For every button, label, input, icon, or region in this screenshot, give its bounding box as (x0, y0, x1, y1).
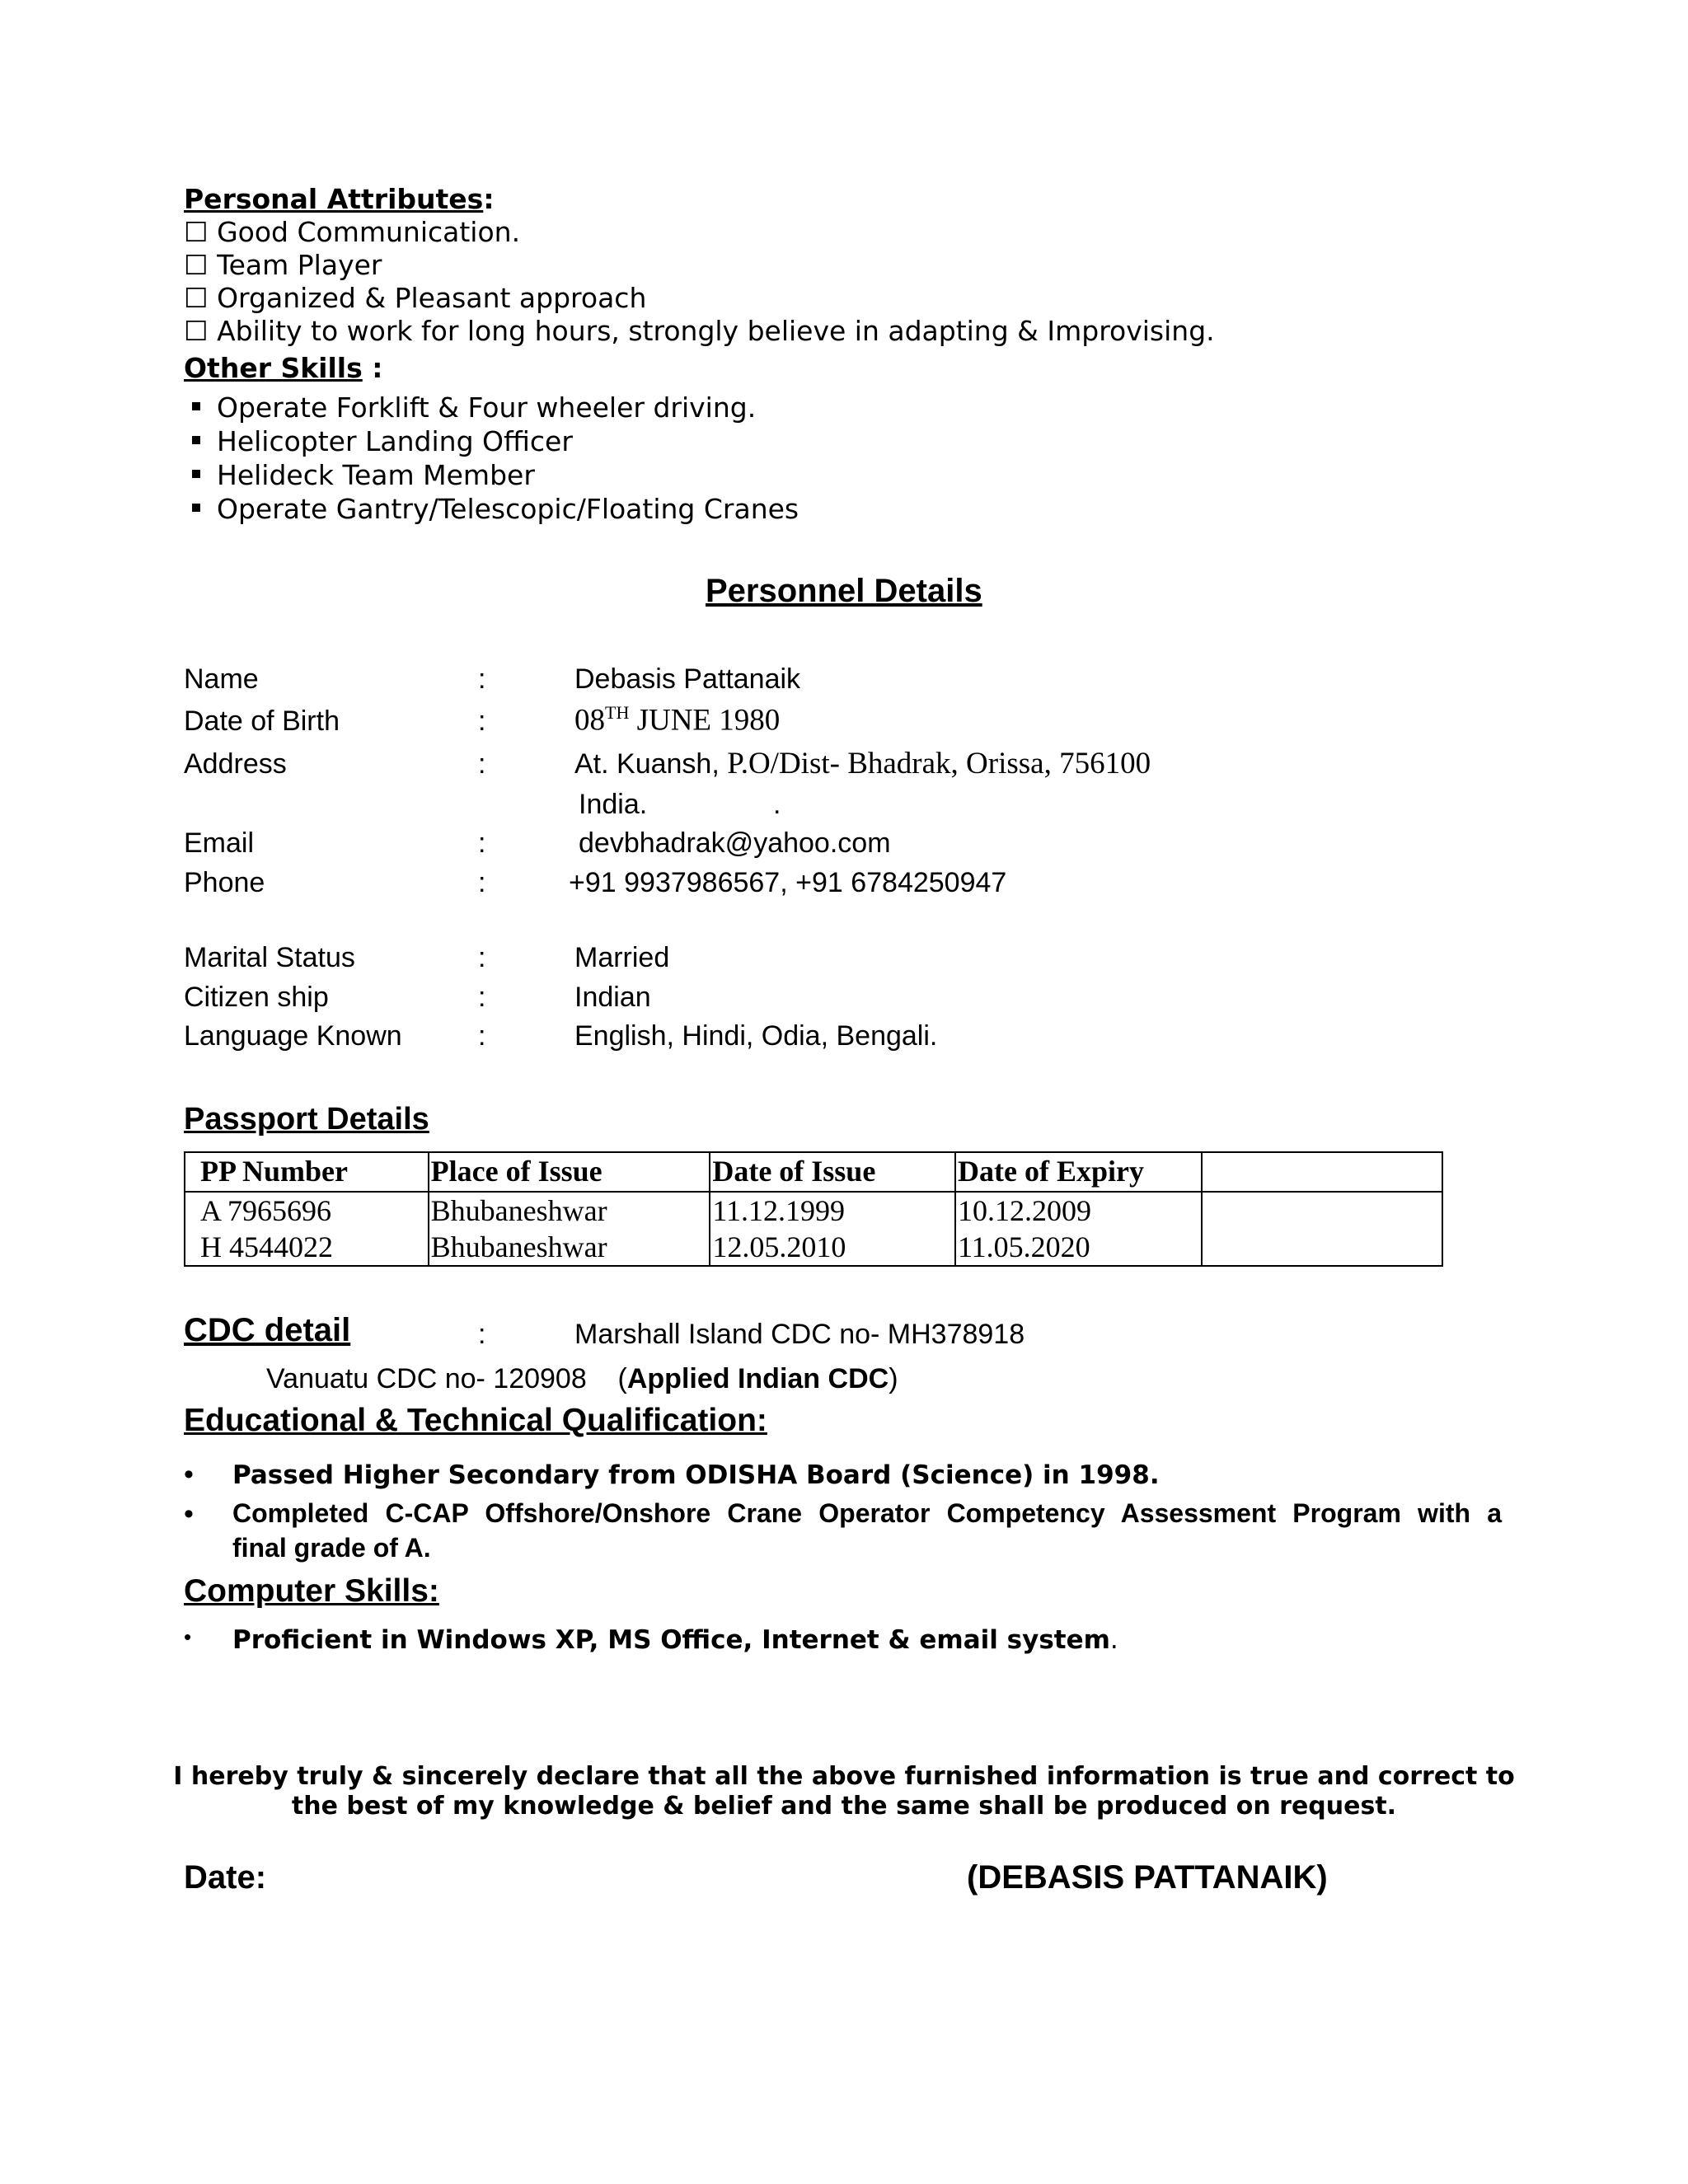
language-value: English, Hindi, Odia, Bengali. (574, 1020, 938, 1052)
table-row (185, 1192, 1442, 1229)
cdc-line-2: Vanuatu CDC no- 120908 (Applied Indian CDC) (266, 1363, 898, 1394)
email-value: devbhadrak@yahoo.com (579, 827, 891, 859)
email-label: Email (184, 827, 255, 859)
table-cell: 11.05.2020 (955, 1229, 1202, 1266)
colon: : (478, 827, 486, 859)
column-header: Date of Issue (710, 1152, 955, 1192)
address-label: Address (184, 748, 287, 780)
address-line-1: At. Kuansh, P.O/Dist- Bhadrak, Orissa, 756100 (574, 747, 1151, 780)
computer-skills-title: Computer Skills: (184, 1573, 439, 1609)
skill-item: Operate Gantry/Telescopic/Floating Cranes (192, 493, 799, 525)
passport-details-title: Passport Details (184, 1102, 429, 1137)
attribute-item: ☐ Organized & Pleasant approach (184, 282, 647, 314)
date-label: Date: (184, 1859, 267, 1896)
column-header (1202, 1152, 1442, 1192)
table-cell: Bhubaneshwar (429, 1192, 710, 1229)
citizenship-label: Citizen ship (184, 982, 329, 1013)
name-value: Debasis Pattanaik (574, 663, 801, 695)
education-item: Completed C-CAP Offshore/Onshore Crane Operator Competency Assessment Program with a (232, 1498, 1502, 1528)
other-skills-heading: Other Skills : (184, 352, 383, 384)
declaration-line-1: I hereby truly & sincerely declare that all the above furnished information is true and correct to (173, 1762, 1515, 1791)
citizenship-value: Indian (574, 982, 651, 1013)
colon: : (478, 942, 486, 973)
square-bullet-icon (192, 504, 200, 512)
signature-name: (DEBASIS PATTANAIK) (967, 1859, 1328, 1896)
education-item-continued: final grade of A. (232, 1533, 431, 1563)
address-dot: . (773, 789, 781, 820)
personnel-details-title: Personnel Details (706, 573, 982, 609)
marital-status-label: Marital Status (184, 942, 355, 973)
column-header: PP Number (185, 1152, 429, 1192)
square-bullet-icon (192, 470, 200, 478)
phone-value: +91 9937986567, +91 6784250947 (569, 867, 1007, 898)
table-cell: A 7965696 (185, 1192, 429, 1229)
attribute-item: ☐ Team Player (184, 249, 382, 281)
square-bullet-icon (192, 402, 200, 410)
declaration-line-2: the best of my knowledge & belief and the same shall be produced on request. (291, 1792, 1397, 1821)
table-row (185, 1229, 1442, 1266)
colon: : (478, 748, 486, 780)
colon: : (478, 1319, 486, 1350)
attribute-item: ☐ Good Communication. (184, 216, 521, 248)
address-line-2: India. (579, 789, 648, 820)
passport-table (184, 1151, 1443, 1267)
attribute-item: ☐ Ability to work for long hours, strongly believe in adapting & Improvising. (184, 315, 1215, 347)
dob-label: Date of Birth (184, 705, 340, 737)
column-header: Date of Expiry (955, 1152, 1202, 1192)
personal-attributes-heading: Personal Attributes: (184, 183, 495, 215)
table-cell: Bhubaneshwar (429, 1229, 710, 1266)
bullet-icon: • (184, 1459, 194, 1490)
computer-skill-item: Proficient in Windows XP, MS Office, Internet & email system. (232, 1625, 1118, 1655)
phone-label: Phone (184, 867, 265, 898)
marital-status-value: Married (574, 942, 670, 973)
table-cell: 11.12.1999 (710, 1192, 955, 1229)
bullet-icon: • (184, 1498, 194, 1530)
education-item: Passed Higher Secondary from ODISHA Board (Science) in 1998. (232, 1460, 1160, 1490)
colon: : (478, 982, 486, 1013)
cdc-line-1: Marshall Island CDC no- MH378918 (574, 1319, 1025, 1350)
colon: : (478, 705, 486, 737)
skill-item: Helideck Team Member (192, 459, 535, 491)
table-cell: H 4544022 (185, 1229, 429, 1266)
square-bullet-icon (192, 436, 200, 444)
bullet-icon: • (184, 1624, 192, 1649)
dob-value: 08TH JUNE 1980 (574, 702, 781, 738)
table-cell (1202, 1192, 1442, 1229)
column-header: Place of Issue (429, 1152, 710, 1192)
table-cell: 12.05.2010 (710, 1229, 955, 1266)
name-label: Name (184, 663, 259, 695)
table-cell: 10.12.2009 (955, 1192, 1202, 1229)
passport-table-header (185, 1152, 1442, 1192)
cdc-detail-title: CDC detail (184, 1312, 351, 1348)
skill-item: Helicopter Landing Officer (192, 425, 573, 457)
education-title: Educational & Technical Qualification: (184, 1403, 767, 1438)
colon: : (478, 663, 486, 695)
colon: : (478, 1020, 486, 1052)
skill-item: Operate Forklift & Four wheeler driving. (192, 391, 756, 424)
colon: : (478, 867, 486, 898)
language-label: Language Known (184, 1020, 402, 1052)
table-cell (1202, 1229, 1442, 1266)
